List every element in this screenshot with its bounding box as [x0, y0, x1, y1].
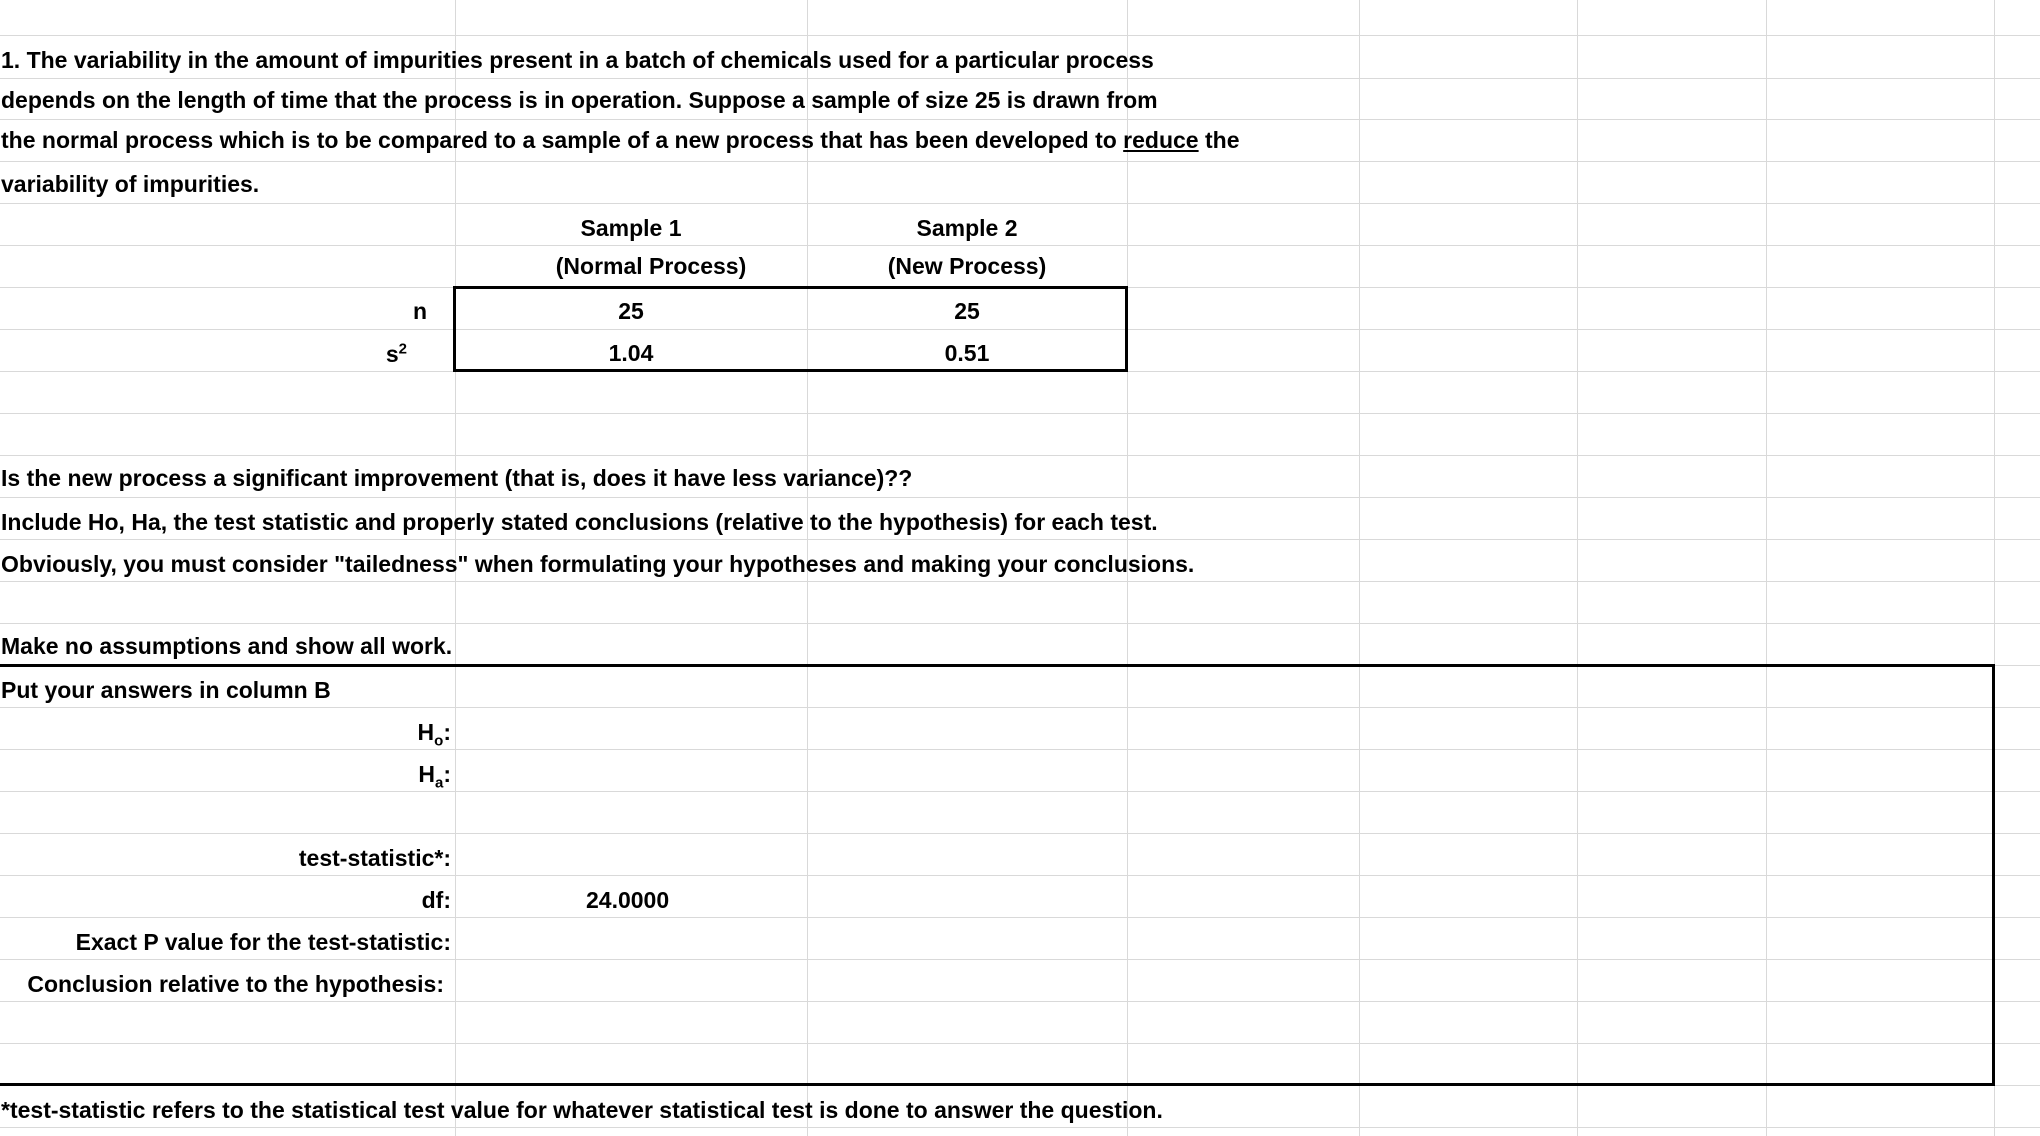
n-sample1-cell[interactable]: 25	[618, 298, 644, 324]
sample1-title: Sample 1	[580, 215, 682, 241]
footnote: *test-statistic refers to the statistical test value for whatever statistical test is done to answer the question.	[1, 1097, 1163, 1123]
ha-subscript: a	[434, 774, 444, 792]
df-value-cell[interactable]: 24.0000	[586, 887, 670, 913]
sample1-subtitle: (Normal Process)	[555, 253, 747, 279]
question-improvement: Is the new process a significant improvement (that is, does it have less variance)??	[1, 465, 913, 491]
s2-sample2-cell[interactable]: 0.51	[944, 340, 990, 366]
problem-line-2: depends on the length of time that the process is in operation. Suppose a sample of size 25 is drawn from	[1, 87, 1158, 113]
sample2-subtitle: (New Process)	[887, 253, 1047, 279]
question-include: Include Ho, Ha, the test statistic and properly stated conclusions (relative to the hypothesis) for each test.	[1, 509, 1158, 535]
conclusion-label: Conclusion relative to the hypothesis:	[27, 971, 444, 997]
problem-line-1: 1. The variability in the amount of impurities present in a batch of chemicals used for a particular process	[1, 47, 1154, 73]
underlined-reduce: reduce	[1123, 127, 1199, 153]
s2-sample1-cell[interactable]: 1.04	[608, 340, 654, 366]
ha-colon: :	[443, 761, 451, 787]
problem-line-3-end: the	[1205, 127, 1240, 153]
n-sample2-cell[interactable]: 25	[954, 298, 980, 324]
question-tailedness: Obviously, you must consider "tailedness" when formulating your hypotheses and making your conclusions.	[1, 551, 1195, 577]
h0-subscript: o	[434, 732, 444, 750]
h0-label	[0, 717, 451, 750]
s-exponent: 2	[398, 340, 407, 358]
row-label-n: n	[412, 298, 427, 324]
problem-line-4: variability of impurities.	[1, 171, 260, 197]
df-label: df:	[421, 887, 451, 913]
instruction-column-b: Put your answers in column B	[1, 677, 331, 703]
sample2-title: Sample 2	[916, 215, 1018, 241]
ha-letter: H	[418, 761, 435, 787]
problem-line-3-text: the normal process which is to be compared to a sample of a new process that has been developed to	[1, 127, 1117, 153]
ha-label	[0, 759, 451, 792]
row-label-s2	[0, 339, 407, 369]
h0-letter: H	[417, 719, 435, 745]
h0-colon: :	[443, 719, 451, 745]
p-value-label: Exact P value for the test-statistic:	[75, 929, 451, 955]
test-statistic-label: test-statistic*:	[298, 845, 451, 871]
problem-line-3	[1, 125, 1240, 155]
instruction-no-assumptions: Make no assumptions and show all work.	[1, 633, 453, 659]
s-symbol: s	[385, 341, 399, 367]
